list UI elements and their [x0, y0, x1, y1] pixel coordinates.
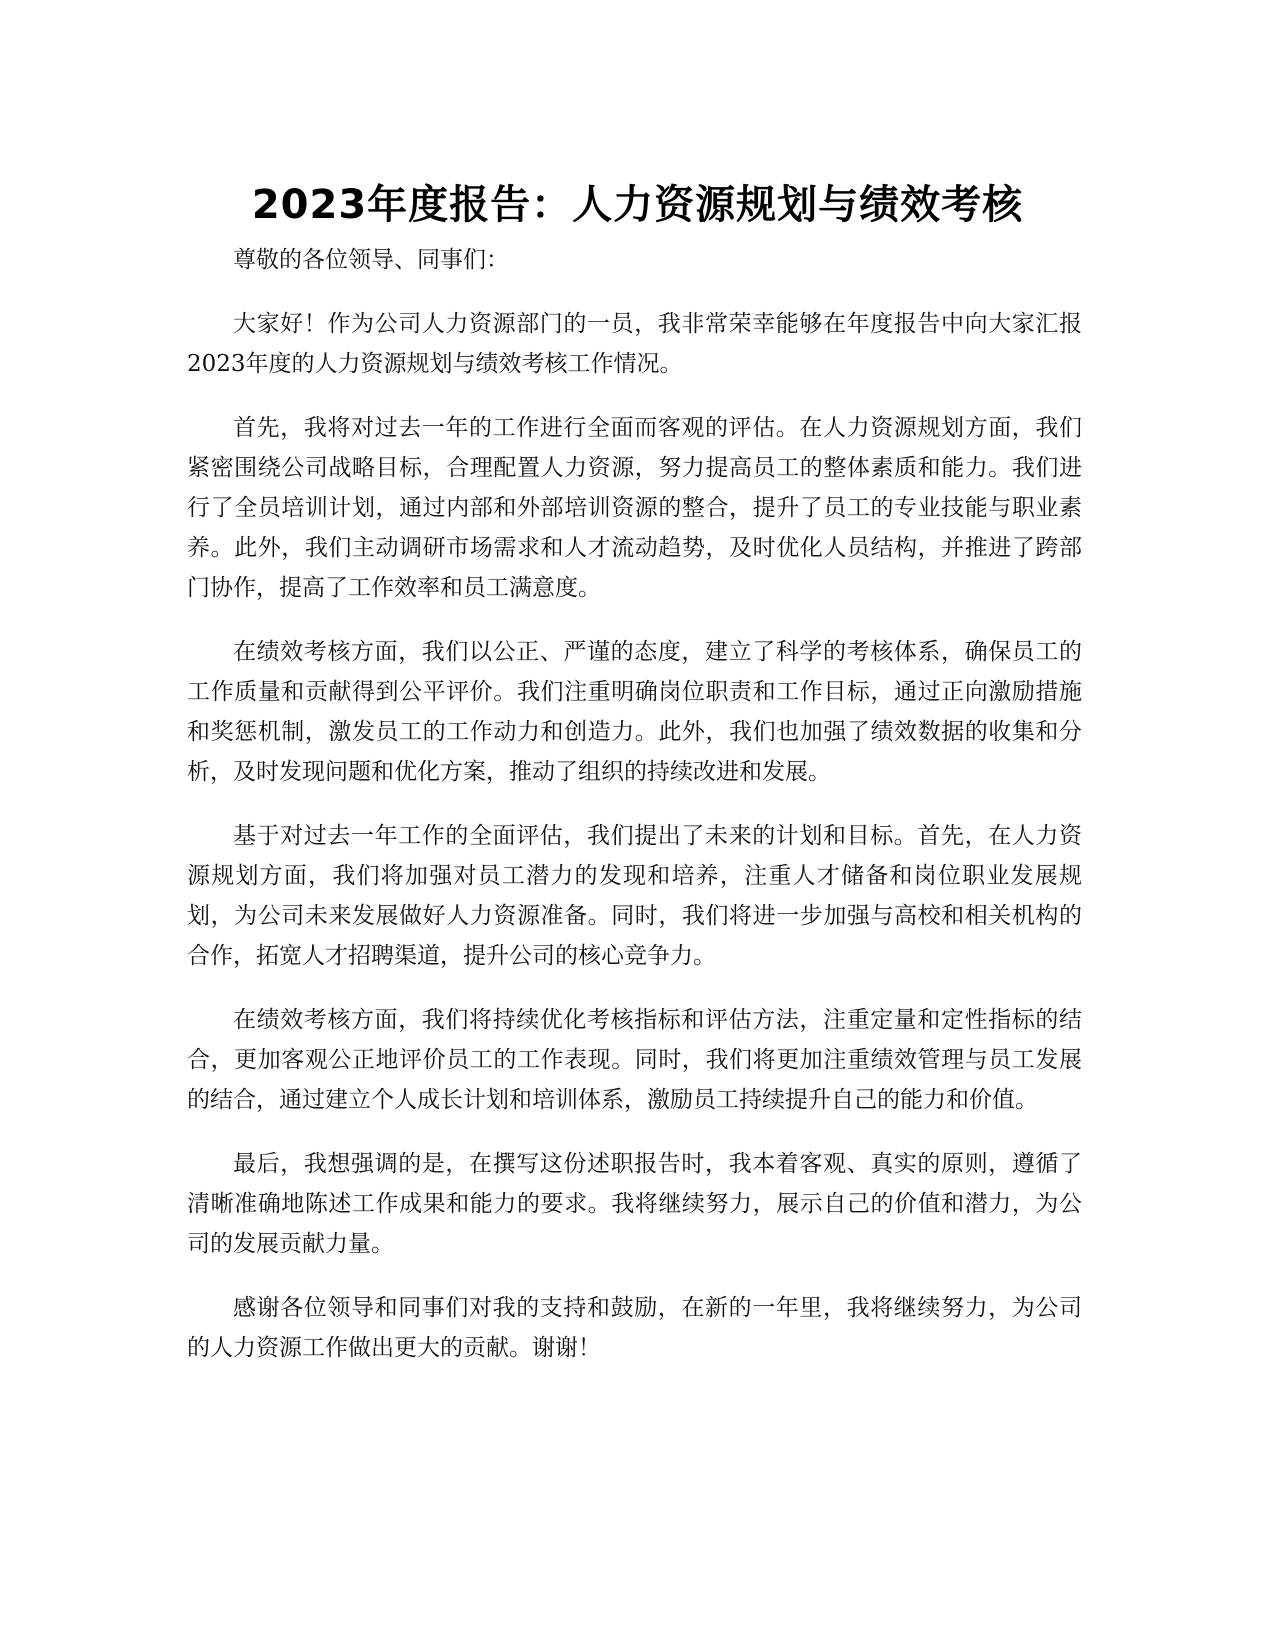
hr-planning-future-paragraph: 基于对过去一年工作的全面评估，我们提出了未来的计划和目标。首先，在人力资源规划方面，我们将加强对员工潜力的发现和培养，注重人才储备和岗位职业发展规划，为公司未来发展做好人力资源准备。同时，我们将进一步加强与高校和相关机构的合作，拓宽人才招聘渠道，提升公司的核心竞争力。 — [187, 823, 1082, 969]
closing-emphasis-paragraph: 最后，我想强调的是，在撰写这份述职报告时，我本着客观、真实的原则，遵循了清晰准确地陈述工作成果和能力的要求。我将继续努力，展示自己的价值和潜力，为公司的发展贡献力量。 — [187, 1151, 1082, 1257]
greeting-paragraph: 尊敬的各位领导、同事们： — [233, 247, 509, 273]
document-body — [187, 240, 1082, 1392]
document-title: 2023年度报告：人力资源规划与绩效考核 — [251, 181, 1024, 228]
hr-planning-review-paragraph: 首先，我将对过去一年的工作进行全面而客观的评估。在人力资源规划方面，我们紧密围绕公司战略目标，合理配置人力资源，努力提高员工的整体素质和能力。我们进行了全员培训计划，通过内部和外部培训资源的整合，提升了员工的专业技能与职业素养。此外，我们主动调研市场需求和人才流动趋势，及时优化人员结构，并推进了跨部门协作，提高了工作效率和员工满意度。 — [187, 415, 1082, 601]
performance-future-paragraph: 在绩效考核方面，我们将持续优化考核指标和评估方法，注重定量和定性指标的结合，更加客观公正地评价员工的工作表现。同时，我们将更加注重绩效管理与员工发展的结合，通过建立个人成长计划和培训体系，激励员工持续提升自己的能力和价值。 — [187, 1007, 1082, 1113]
thanks-paragraph: 感谢各位领导和同事们对我的支持和鼓励，在新的一年里，我将继续努力，为公司的人力资源工作做出更大的贡献。谢谢！ — [187, 1295, 1082, 1361]
performance-review-paragraph: 在绩效考核方面，我们以公正、严谨的态度，建立了科学的考核体系，确保员工的工作质量和贡献得到公平评价。我们注重明确岗位职责和工作目标，通过正向激励措施和奖惩机制，激发员工的工作动力和创造力。此外，我们也加强了绩效数据的收集和分析，及时发现问题和优化方案，推动了组织的持续改进和发展。 — [187, 639, 1082, 785]
intro-paragraph: 大家好！作为公司人力资源部门的一员，我非常荣幸能够在年度报告中向大家汇报2023年度的人力资源规划与绩效考核工作情况。 — [187, 311, 1082, 377]
